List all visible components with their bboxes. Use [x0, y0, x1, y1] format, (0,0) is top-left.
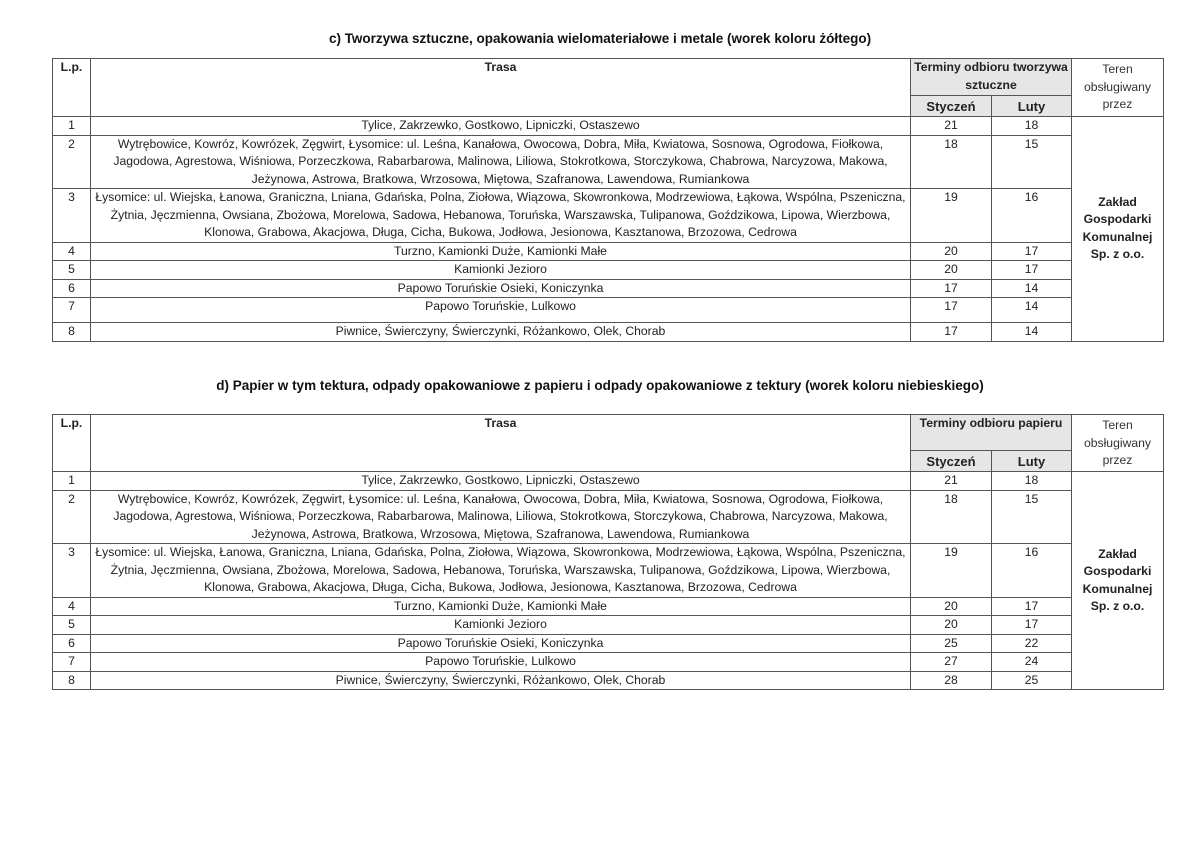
row-trasa: Papowo Toruńskie Osieki, Koniczynka [91, 279, 911, 298]
row-date-luty: 17 [992, 597, 1072, 616]
header-trasa: Trasa [91, 59, 911, 117]
provider-name: Zakład Gospodarki Komunalnej Sp. z o.o. [1072, 117, 1164, 342]
header-trasa: Trasa [91, 415, 911, 472]
row-lp: 4 [53, 597, 91, 616]
schedule-table-paper [52, 414, 1164, 690]
table-row [53, 279, 1164, 298]
row-date-luty: 17 [992, 261, 1072, 280]
table-row [53, 597, 1164, 616]
row-date-styczen: 19 [911, 544, 992, 598]
table-row [53, 653, 1164, 672]
row-date-styczen: 17 [911, 279, 992, 298]
row-lp: 8 [53, 671, 91, 690]
row-date-luty: 16 [992, 544, 1072, 598]
row-date-styczen: 27 [911, 653, 992, 672]
header-teren: Teren obsługiwany przez [1072, 59, 1164, 117]
row-date-styczen: 28 [911, 671, 992, 690]
row-lp: 4 [53, 242, 91, 261]
header-month-luty: Luty [992, 451, 1072, 472]
header-teren: Teren obsługiwany przez [1072, 415, 1164, 472]
row-trasa: Turzno, Kamionki Duże, Kamionki Małe [91, 597, 911, 616]
row-trasa: Piwnice, Świerczyny, Świerczynki, Różankowo, Olek, Chorab [91, 323, 911, 342]
row-lp: 2 [53, 135, 91, 189]
header-lp: L.p. [53, 415, 91, 472]
row-trasa: Papowo Toruńskie, Lulkowo [91, 653, 911, 672]
row-date-luty: 14 [992, 279, 1072, 298]
row-lp: 7 [53, 653, 91, 672]
row-trasa: Turzno, Kamionki Duże, Kamionki Małe [91, 242, 911, 261]
header-month-luty: Luty [992, 96, 1072, 117]
row-date-luty: 25 [992, 671, 1072, 690]
row-trasa: Tylice, Zakrzewko, Gostkowo, Lipniczki, Ostaszewo [91, 472, 911, 491]
row-date-luty: 16 [992, 189, 1072, 243]
table-row [53, 323, 1164, 342]
row-lp: 1 [53, 117, 91, 136]
row-lp: 2 [53, 490, 91, 544]
section-c-title: c) Tworzywa sztuczne, opakowania wielomateriałowe i metale (worek koloru żółtego) [328, 31, 872, 46]
row-date-luty: 14 [992, 298, 1072, 323]
row-lp: 1 [53, 472, 91, 491]
table-row [53, 490, 1164, 544]
row-trasa: Tylice, Zakrzewko, Gostkowo, Lipniczki, Ostaszewo [91, 117, 911, 136]
row-date-luty: 17 [992, 616, 1072, 635]
row-date-styczen: 21 [911, 117, 992, 136]
table-row [53, 135, 1164, 189]
row-date-styczen: 25 [911, 634, 992, 653]
table-row [53, 616, 1164, 635]
row-date-luty: 24 [992, 653, 1072, 672]
row-lp: 6 [53, 279, 91, 298]
row-trasa: Papowo Toruńskie Osieki, Koniczynka [91, 634, 911, 653]
table-row [53, 634, 1164, 653]
header-lp: L.p. [53, 59, 91, 117]
table-row [53, 189, 1164, 243]
row-date-luty: 15 [992, 135, 1072, 189]
row-trasa: Wytrębowice, Kowróz, Kowrózek, Zęgwirt, Łysomice: ul. Leśna, Kanałowa, Owocowa, Dobra, Miła, Kwiatowa, Sosnowa, Ogrodowa, Fiołkowa, Jagodowa, Agrestowa, Wiśniowa, Porzeczkowa, Rabarbarowa, Malinowa, Liliowa, Stokrotkowa, Storczykowa, Chabrowa, Narcyzowa, Makowa, Jeżynowa, Astrowa, Bratkowa, Wrzosowa, Miętowa, Szafranowa, Lawendowa, Rumiankowa [91, 135, 911, 189]
section-d-title: d) Papier w tym tektura, odpady opakowaniowe z papieru i odpady opakowaniowe z tektury (worek koloru niebieskiego) [216, 378, 984, 393]
row-date-styczen: 20 [911, 242, 992, 261]
row-trasa: Piwnice, Świerczyny, Świerczynki, Różankowo, Olek, Chorab [91, 671, 911, 690]
row-date-styczen: 17 [911, 323, 992, 342]
row-date-styczen: 20 [911, 616, 992, 635]
header-month-styczen: Styczeń [911, 96, 992, 117]
row-date-luty: 18 [992, 117, 1072, 136]
table-row [53, 242, 1164, 261]
row-date-styczen: 17 [911, 298, 992, 323]
row-date-luty: 17 [992, 242, 1072, 261]
row-lp: 7 [53, 298, 91, 323]
row-trasa: Kamionki Jezioro [91, 261, 911, 280]
table-row [53, 472, 1164, 491]
row-trasa: Papowo Toruńskie, Lulkowo [91, 298, 911, 323]
header-month-styczen: Styczeń [911, 451, 992, 472]
row-date-styczen: 20 [911, 597, 992, 616]
table-row [53, 117, 1164, 136]
table-row [53, 298, 1164, 323]
header-terminy: Terminy odbioru tworzywa sztuczne [911, 59, 1072, 96]
provider-name: Zakład Gospodarki Komunalnej Sp. z o.o. [1072, 472, 1164, 690]
row-date-styczen: 19 [911, 189, 992, 243]
row-trasa: Wytrębowice, Kowróz, Kowrózek, Zęgwirt, Łysomice: ul. Leśna, Kanałowa, Owocowa, Dobra, Miła, Kwiatowa, Sosnowa, Ogrodowa, Fiołkowa, Jagodowa, Agrestowa, Wiśniowa, Porzeczkowa, Rabarbarowa, Malinowa, Liliowa, Stokrotkowa, Storczykowa, Chabrowa, Narcyzowa, Makowa, Jeżynowa, Astrowa, Bratkowa, Wrzosowa, Miętowa, Szafranowa, Lawendowa, Rumiankowa [91, 490, 911, 544]
row-lp: 8 [53, 323, 91, 342]
schedule-table-plastics [52, 58, 1164, 342]
row-date-luty: 14 [992, 323, 1072, 342]
row-lp: 3 [53, 544, 91, 598]
row-date-styczen: 20 [911, 261, 992, 280]
row-lp: 3 [53, 189, 91, 243]
row-lp: 5 [53, 261, 91, 280]
row-trasa: Łysomice: ul. Wiejska, Łanowa, Graniczna, Lniana, Gdańska, Polna, Ziołowa, Wiązowa, Skowronkowa, Modrzewiowa, Łąkowa, Wspólna, Pszeniczna, Żytnia, Jęczmienna, Owsiana, Zbożowa, Morelowa, Sadowa, Hebanowa, Toruńska, Warszawska, Tulipanowa, Goździkowa, Lipowa, Wierzbowa, Klonowa, Grabowa, Akacjowa, Długa, Cicha, Bukowa, Jodłowa, Jesionowa, Kasztanowa, Brzozowa, Cedrowa [91, 189, 911, 243]
row-date-luty: 22 [992, 634, 1072, 653]
row-trasa: Łysomice: ul. Wiejska, Łanowa, Graniczna, Lniana, Gdańska, Polna, Ziołowa, Wiązowa, Skowronkowa, Modrzewiowa, Łąkowa, Wspólna, Pszeniczna, Żytnia, Jęczmienna, Owsiana, Zbożowa, Morelowa, Sadowa, Hebanowa, Toruńska, Warszawska, Tulipanowa, Goździkowa, Lipowa, Wierzbowa, Klonowa, Grabowa, Akacjowa, Długa, Cicha, Bukowa, Jodłowa, Jesionowa, Kasztanowa, Brzozowa, Cedrowa [91, 544, 911, 598]
row-date-styczen: 21 [911, 472, 992, 491]
table-row [53, 261, 1164, 280]
row-lp: 6 [53, 634, 91, 653]
header-terminy: Terminy odbioru papieru [911, 415, 1072, 451]
row-date-luty: 18 [992, 472, 1072, 491]
row-trasa: Kamionki Jezioro [91, 616, 911, 635]
row-date-luty: 15 [992, 490, 1072, 544]
table-row [53, 544, 1164, 598]
row-date-styczen: 18 [911, 490, 992, 544]
row-date-styczen: 18 [911, 135, 992, 189]
table-row [53, 671, 1164, 690]
row-lp: 5 [53, 616, 91, 635]
